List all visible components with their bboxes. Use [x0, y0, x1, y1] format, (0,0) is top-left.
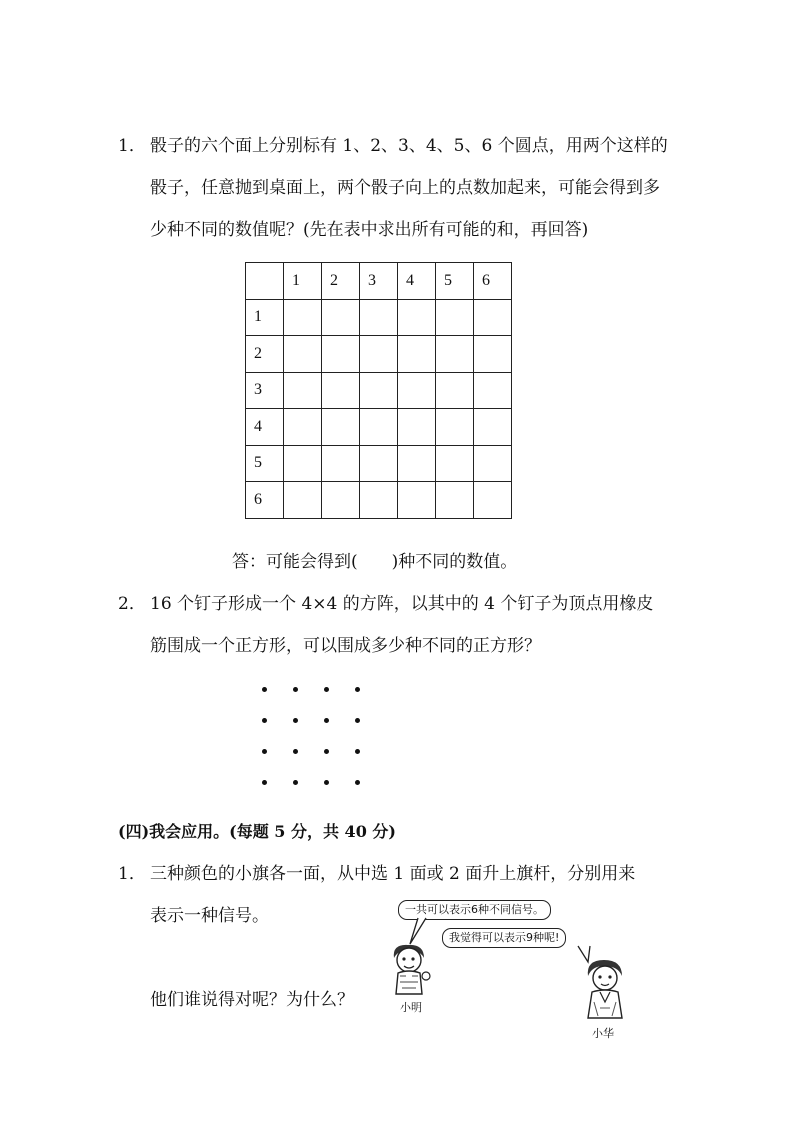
sum-cell[interactable]	[436, 482, 474, 519]
col-header: 5	[436, 263, 474, 300]
nail-dot	[262, 718, 267, 723]
sum-cell[interactable]	[360, 372, 398, 409]
nail-dot	[324, 718, 329, 723]
section-4-title: (四)我会应用。(每题 5 分，共 40 分)	[118, 822, 396, 841]
sum-cell[interactable]	[360, 299, 398, 336]
boy-xiaohua-icon	[578, 958, 634, 1022]
col-header: 4	[398, 263, 436, 300]
q3-number: 1．	[118, 864, 146, 884]
col-header: 3	[360, 263, 398, 300]
nail-dot	[355, 749, 360, 754]
sum-cell[interactable]	[360, 482, 398, 519]
nail-dot	[293, 687, 298, 692]
nail-dot	[324, 780, 329, 785]
label-xiaohua: 小华	[592, 1027, 614, 1040]
col-header: 1	[284, 263, 322, 300]
q2-text-line2: 筋围成一个正方形，可以围成多少种不同的正方形？	[150, 636, 541, 656]
q1-text-line2: 骰子，任意抛到桌面上，两个骰子向上的点数加起来，可能会得到多	[150, 178, 660, 198]
nail-dot	[293, 780, 298, 785]
q3-text-line2: 表示一种信号。	[150, 906, 269, 926]
sum-cell[interactable]	[360, 336, 398, 373]
sum-cell[interactable]	[474, 409, 512, 446]
nail-dot	[293, 749, 298, 754]
q2-text-line1: 16 个钉子形成一个 4×4 的方阵，以其中的 4 个钉子为顶点用橡皮	[150, 594, 654, 614]
sum-cell[interactable]	[398, 299, 436, 336]
sum-cell[interactable]	[284, 299, 322, 336]
table-row	[246, 445, 512, 482]
q2-number: 2．	[118, 594, 146, 614]
table-row	[246, 409, 512, 446]
sum-cell[interactable]	[322, 336, 360, 373]
row-header: 5	[246, 445, 284, 482]
row-header: 1	[246, 299, 284, 336]
nail-dot	[293, 718, 298, 723]
sum-cell[interactable]	[398, 372, 436, 409]
sum-cell[interactable]	[398, 445, 436, 482]
q3-text-line1: 三种颜色的小旗各一面，从中选 1 面或 2 面升上旗杆，分别用来	[150, 864, 636, 884]
row-header: 2	[246, 336, 284, 373]
sum-cell[interactable]	[474, 299, 512, 336]
speech-bubble-xiaoming: 一共可以表示6种不同信号。	[398, 900, 551, 920]
sum-cell[interactable]	[436, 336, 474, 373]
sum-cell[interactable]	[474, 372, 512, 409]
table-row	[246, 482, 512, 519]
sum-cell[interactable]	[322, 372, 360, 409]
sum-cell[interactable]	[360, 409, 398, 446]
col-header: 6	[474, 263, 512, 300]
table-corner-cell	[246, 263, 284, 300]
sum-cell[interactable]	[322, 409, 360, 446]
row-header: 4	[246, 409, 284, 446]
sum-cell[interactable]	[284, 445, 322, 482]
q3-text-line3: 他们谁说得对呢？为什么？	[150, 990, 354, 1010]
sum-cell[interactable]	[398, 482, 436, 519]
sum-cell[interactable]	[474, 482, 512, 519]
dice-sum-table	[245, 262, 512, 519]
sum-cell[interactable]	[436, 445, 474, 482]
nail-dot	[355, 718, 360, 723]
nail-dot	[324, 687, 329, 692]
sum-cell[interactable]	[284, 336, 322, 373]
sum-cell[interactable]	[436, 299, 474, 336]
table-row	[246, 372, 512, 409]
q1-text-line3: 少种不同的数值呢？(先在表中求出所有可能的和，再回答)	[150, 220, 589, 240]
nail-dot	[355, 687, 360, 692]
sum-cell[interactable]	[436, 409, 474, 446]
nail-dot	[355, 780, 360, 785]
sum-cell[interactable]	[284, 409, 322, 446]
sum-cell[interactable]	[474, 336, 512, 373]
q1-number: 1．	[118, 136, 146, 156]
sum-cell[interactable]	[436, 372, 474, 409]
table-row	[246, 299, 512, 336]
boy-xiaoming-icon	[382, 942, 442, 998]
row-header: 3	[246, 372, 284, 409]
sum-cell[interactable]	[360, 445, 398, 482]
sum-cell[interactable]	[284, 372, 322, 409]
row-header: 6	[246, 482, 284, 519]
sum-cell[interactable]	[322, 445, 360, 482]
sum-cell[interactable]	[284, 482, 322, 519]
col-header: 2	[322, 263, 360, 300]
table-header-row	[246, 263, 512, 300]
nail-dot	[262, 687, 267, 692]
sum-cell[interactable]	[398, 409, 436, 446]
nail-dot	[262, 749, 267, 754]
label-xiaoming: 小明	[400, 1001, 422, 1014]
sum-cell[interactable]	[474, 445, 512, 482]
speech-bubble-xiaohua: 我觉得可以表示9种呢!	[442, 928, 566, 948]
sum-cell[interactable]	[398, 336, 436, 373]
q1-answer: 答：可能会得到( )种不同的数值。	[232, 552, 518, 572]
sum-cell[interactable]	[322, 299, 360, 336]
table-row	[246, 336, 512, 373]
sum-cell[interactable]	[322, 482, 360, 519]
q1-text-line1: 骰子的六个面上分别标有 1、2、3、4、5、6 个圆点，用两个这样的	[150, 136, 668, 156]
nail-dot	[324, 749, 329, 754]
nail-dot	[262, 780, 267, 785]
